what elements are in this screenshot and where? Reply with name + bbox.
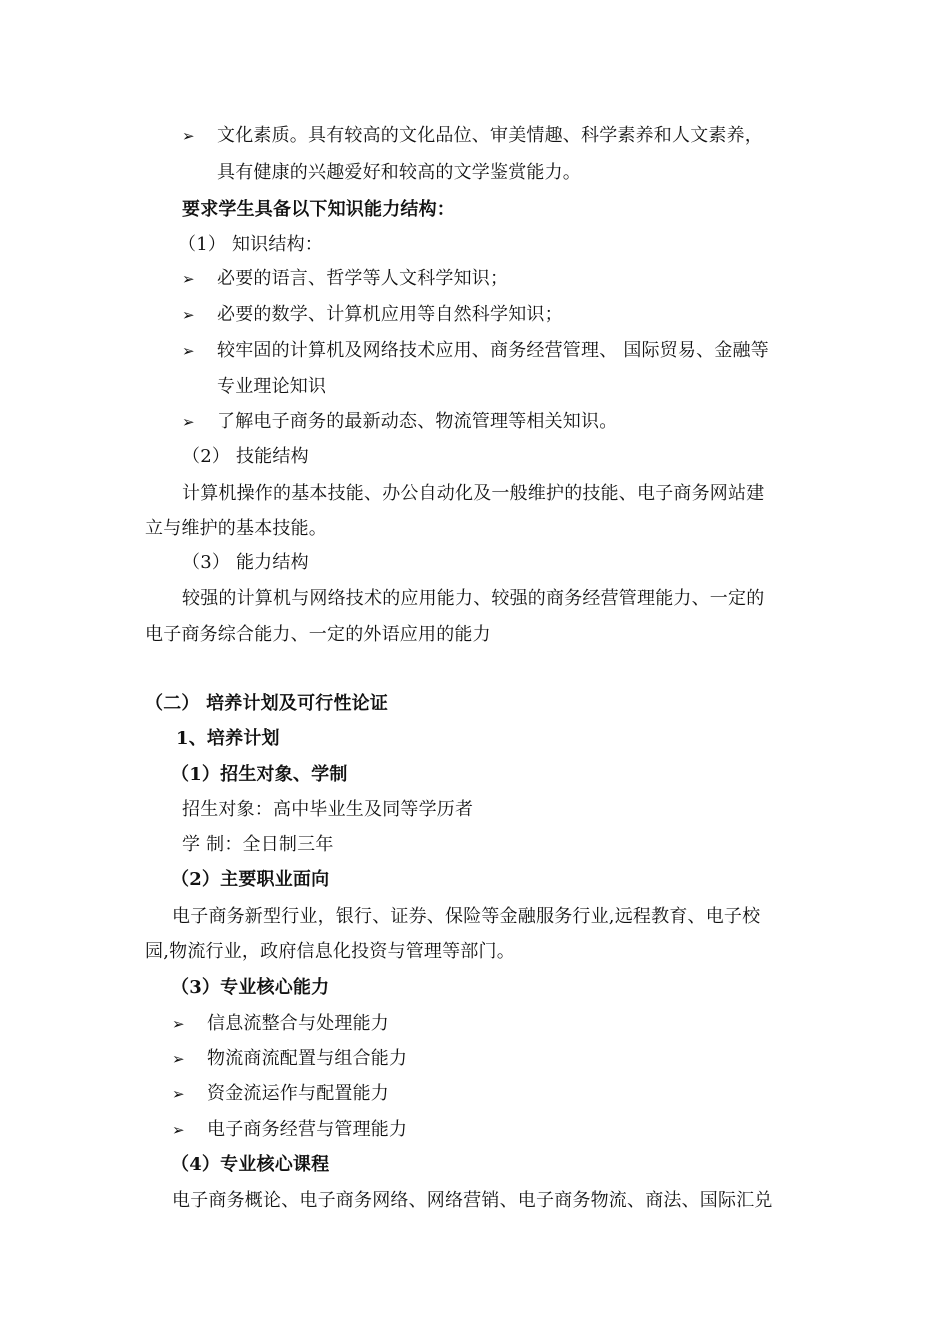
core-ability-item: 信息流整合与处理能力 (207, 1013, 389, 1034)
bullet-arrow-icon: ➢ (172, 1050, 185, 1068)
core-ability-item: 电子商务经营与管理能力 (207, 1119, 408, 1140)
bullet-arrow-icon: ➢ (172, 1085, 185, 1103)
knowledge-heading: （1） 知识结构： (178, 234, 323, 255)
ability-heading: （3） 能力结构 (182, 552, 309, 573)
knowledge-item: 了解电子商务的最新动态、物流管理等相关知识。 (217, 411, 618, 432)
career-text-line1: 电子商务新型行业，银行、证券、保险等金融服务行业,远程教育、电子校 (172, 906, 761, 927)
ability-text-line2: 电子商务综合能力、一定的外语应用的能力 (145, 624, 491, 645)
knowledge-item: 必要的语言、哲学等人文科学知识； (217, 268, 509, 289)
bullet-arrow-icon: ➢ (182, 306, 195, 324)
bullet-arrow-icon: ➢ (172, 1015, 185, 1033)
bullet-arrow-icon: ➢ (172, 1121, 185, 1139)
bullet-arrow-icon: ➢ (182, 413, 195, 431)
bullet-arrow-icon: ➢ (182, 270, 195, 288)
bullet-arrow-icon: ➢ (182, 342, 195, 360)
bullet-arrow-icon: ➢ (182, 127, 195, 145)
career-heading: （2）主要职业面向 (171, 869, 330, 890)
culture-quality-line2: 具有健康的兴趣爱好和较高的文学鉴赏能力。 (217, 162, 581, 183)
career-text-line2: 园,物流行业，政府信息化投资与管理等部门。 (145, 941, 515, 962)
knowledge-item-continuation: 专业理论知识 (217, 376, 327, 397)
sub-heading: 1、培养计划 (176, 728, 280, 749)
enroll-target: 招生对象：高中毕业生及同等学历者 (182, 799, 474, 820)
core-ability-item: 资金流运作与配置能力 (207, 1083, 389, 1104)
skill-text-line2: 立与维护的基本技能。 (145, 518, 327, 539)
requirement-heading: 要求学生具备以下知识能力结构： (182, 199, 455, 220)
section-heading: （二） 培养计划及可行性论证 (145, 693, 389, 714)
core-course-heading: （4）专业核心课程 (171, 1154, 330, 1175)
knowledge-item: 较牢固的计算机及网络技术应用、商务经营管理、 国际贸易、金融等 (217, 340, 769, 361)
core-ability-item: 物流商流配置与组合能力 (207, 1048, 408, 1069)
culture-quality-line1: 文化素质。具有较高的文化品位、审美情趣、科学素养和人文素养， (217, 125, 763, 146)
core-course-text-line1: 电子商务概论、电子商务网络、网络营销、电子商务物流、商法、国际汇兑 (172, 1190, 773, 1211)
duration: 学 制：全日制三年 (182, 834, 334, 855)
core-ability-heading: （3）专业核心能力 (171, 977, 330, 998)
skill-text-line1: 计算机操作的基本技能、办公自动化及一般维护的技能、电子商务网站建 (182, 483, 765, 504)
ability-text-line1: 较强的计算机与网络技术的应用能力、较强的商务经营管理能力、一定的 (182, 588, 765, 609)
knowledge-item: 必要的数学、计算机应用等自然科学知识； (217, 304, 563, 325)
skill-heading: （2） 技能结构 (182, 446, 309, 467)
enroll-heading: （1）招生对象、学制 (171, 764, 348, 785)
